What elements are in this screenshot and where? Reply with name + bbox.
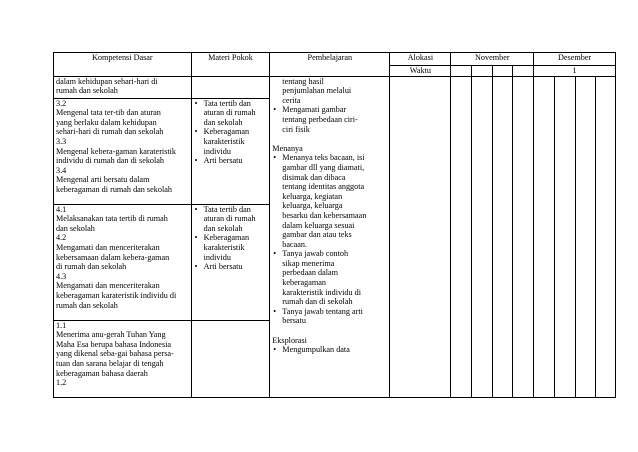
week-cell: [513, 66, 534, 77]
text-line: Mengenal kebera-gaman karateristik: [56, 146, 177, 156]
text-line: di rumah dan sekolah: [56, 262, 127, 272]
schedule-cell: [554, 76, 575, 397]
kompetensi-cell: [54, 98, 192, 204]
text-line: 1.2: [56, 378, 67, 388]
kompetensi-cell: [54, 76, 192, 98]
text-line: Mengamati dan menceriterakan: [56, 242, 160, 252]
text-line: tentang perbedaan ciri-: [282, 114, 358, 124]
text-line: keberagaman: [282, 278, 326, 288]
lesson-plan-table: [53, 52, 616, 398]
text-line: 4.1: [56, 204, 67, 214]
text-line: gambar dan atau teks: [282, 230, 352, 240]
bullet-item: • Arti bersatu: [194, 156, 243, 166]
bullet-item: • Keberagaman: [194, 233, 250, 243]
text-line: 1.1: [56, 320, 67, 330]
text-line: cerita: [282, 95, 301, 105]
bullet-icon: •: [194, 262, 198, 272]
text-line: keberagaman karateristik individu di: [56, 290, 177, 300]
bullet-item: • Keberagaman: [194, 127, 250, 137]
text-line: penjumlahan melalui: [282, 86, 352, 96]
text-line: gambar dll yang diamati,: [282, 162, 365, 172]
header-november: November: [451, 53, 534, 66]
schedule-cell: [492, 76, 513, 397]
header-alokasi: Alokasi: [390, 53, 451, 66]
text-line: dalam kehidupan sehari-hari di: [56, 76, 158, 86]
header-kompetensi: Kompetensi Dasar: [54, 53, 192, 77]
kompetensi-cell: [54, 204, 192, 320]
bullet-item: • Tata tertib dan: [194, 98, 251, 108]
text-line: aturan di rumah: [203, 214, 256, 224]
bullet-icon: •: [194, 233, 198, 243]
text-line: Melaksanakan tata tertib di rumah: [56, 214, 168, 224]
schedule-cell: [575, 76, 596, 397]
bullet-item: • Arti bersatu: [194, 262, 243, 272]
bullet-icon: •: [194, 204, 198, 214]
schedule-cell: [596, 76, 616, 397]
text-line: rumah dan sekolah: [56, 300, 118, 310]
bullet-item: • Mengumpulkan data: [273, 345, 350, 355]
bullet-item: • Tanya jawab contoh: [273, 249, 349, 259]
text-line: karakteristik: [203, 136, 245, 146]
text-line: keberagaman di rumah dan sekolah: [56, 184, 172, 194]
bullet-icon: •: [273, 105, 277, 115]
text-line: 4.2: [56, 233, 67, 243]
bullet-icon: •: [273, 306, 277, 316]
section-label: Menanya: [272, 143, 303, 153]
materi-cell: [191, 76, 270, 98]
bullet-icon: •: [273, 153, 277, 163]
week-cell: [492, 66, 513, 77]
schedule-cell: [534, 76, 555, 397]
materi-cell: [191, 320, 270, 397]
kompetensi-cell: [54, 320, 192, 397]
table-row: [54, 76, 616, 98]
week-cell: [472, 66, 493, 77]
section-label: Eksplorasi: [272, 335, 307, 345]
text-line: karakteristik individu di: [282, 287, 361, 297]
text-line: individu di rumah dan di sekolah: [56, 156, 165, 166]
text-line: tentang hasil: [282, 76, 324, 86]
alokasi-cell: [390, 76, 451, 397]
text-line: individu: [203, 146, 231, 156]
bullet-icon: •: [273, 345, 277, 355]
text-line: kebersamaan dalam kebera-gaman: [56, 252, 170, 262]
text-line: perbedaan dalam: [282, 268, 338, 278]
header-desember: Desember: [534, 53, 616, 66]
bullet-icon: •: [194, 98, 198, 108]
header-waktu: Waktu: [390, 66, 451, 77]
text-line: rumah dan di sekolah: [282, 297, 353, 307]
text-line: 3.2: [56, 98, 67, 108]
text-line: disimak dan dibaca: [282, 172, 346, 182]
bullet-item: • Tanya jawab tentang arti: [273, 306, 363, 316]
text-line: 3.4: [56, 165, 67, 175]
text-line: Mengenal tata ter-tib dan aturan: [56, 108, 161, 118]
schedule-cell: [472, 76, 493, 397]
text-line: dan sekolah: [203, 223, 243, 233]
text-line: individu: [203, 252, 231, 262]
schedule-cell: [513, 76, 534, 397]
text-line: bacaan.: [282, 239, 308, 249]
text-line: tentang identitas anggota: [282, 182, 365, 192]
text-line: 4.3: [56, 271, 67, 281]
week-cell: [451, 66, 472, 77]
header-desember-week: 1: [534, 66, 616, 77]
bullet-item: • Tata tertib dan: [194, 204, 251, 214]
materi-cell: [191, 204, 270, 320]
text-line: keluarga, kegiatan: [282, 191, 343, 201]
materi-cell: [191, 98, 270, 204]
bullet-icon: •: [194, 127, 198, 137]
text-line: Menerima anu-gerah Tuhan Yang: [56, 330, 166, 340]
text-line: keluarga, keluarga: [282, 201, 343, 211]
header-materi: Materi Pokok: [191, 53, 270, 77]
schedule-cell: [451, 76, 472, 397]
bullet-item: • Mengamati gambar: [273, 105, 347, 115]
text-line: besarku dan kebersamaan: [282, 210, 367, 220]
text-line: yang berlaku dalam kehidupan: [56, 117, 157, 127]
text-line: sikap menerima: [282, 258, 335, 268]
bullet-icon: •: [273, 249, 277, 259]
text-line: yang dikenal seba-gai bahasa persa-: [56, 349, 174, 359]
pembelajaran-cell: [270, 76, 390, 397]
text-line: rumah dan sekolah: [56, 86, 118, 96]
header-pembelajaran: Pembelajaran: [270, 53, 390, 77]
text-line: karakteristik: [203, 242, 245, 252]
header-row-1: [54, 53, 616, 66]
text-line: 3.3: [56, 136, 67, 146]
text-line: keberagaman bahasa daerah: [56, 368, 148, 378]
bullet-icon: •: [194, 156, 198, 166]
text-line: bersatu: [282, 316, 306, 326]
text-line: dalam keluarga sesuai: [282, 220, 355, 230]
text-line: ciri fisik: [282, 124, 310, 134]
text-line: aturan di rumah: [203, 108, 256, 118]
bullet-item: • Menanya teks bacaan, isi: [273, 153, 365, 163]
text-line: dan sekolah: [203, 117, 243, 127]
text-line: Mengenal arti bersatu dalam: [56, 175, 150, 185]
text-line: dan sekolah: [56, 223, 95, 233]
text-line: sehari-hari di rumah dan sekolah: [56, 127, 164, 137]
text-line: tuan dan sarana belajar di tengah: [56, 358, 164, 368]
text-line: Maha Esa berupa bahasa Indonesia: [56, 339, 172, 349]
text-line: Mengamati dan menceriterakan: [56, 281, 160, 291]
